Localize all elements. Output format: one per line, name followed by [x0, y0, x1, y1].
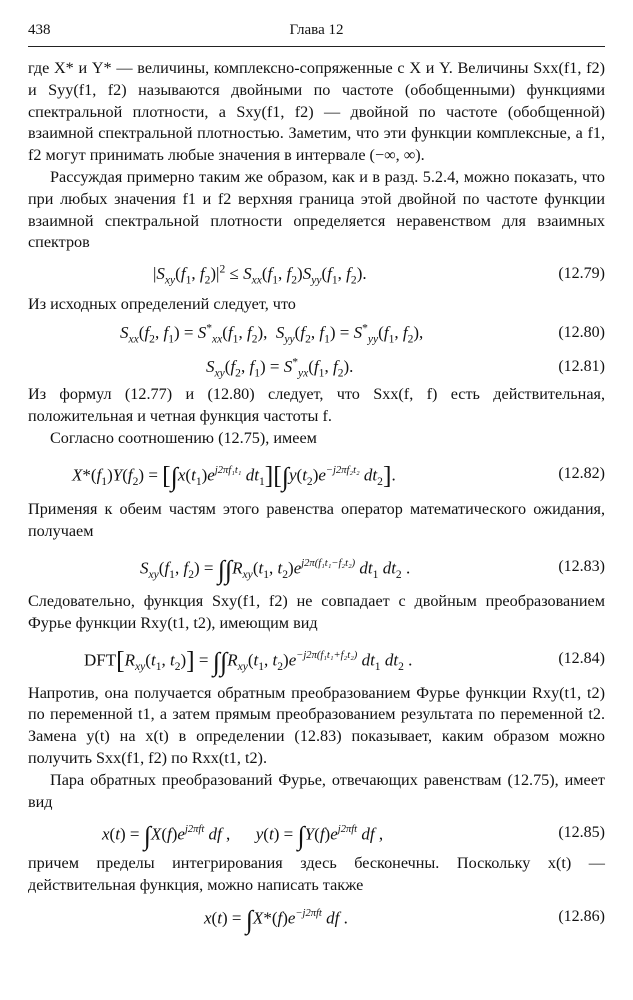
equation-formula: $|S_{xy}(f_1$, $f_2)|^2 \le S_{xx}(f_1$, $f_2)S_{yy}(f_1$, $f_2$).: [153, 262, 367, 287]
equation-12-86: [28, 897, 605, 937]
equation-12-80: [28, 316, 605, 350]
equation-number: (12.86): [558, 908, 605, 926]
equation-12-83: [28, 543, 605, 591]
paragraph-8: Напротив, она получается обратным преобразованием Фурье функции Rxy(t1, t2) по переменной t1, а затем прямым преобразованием результата по переменной t2. Замена y(t) на x(t) в определении (12.83) показывает, каким образом можно получить Sxx(f1, f2) по Rxx(t1, t2).: [28, 683, 605, 767]
equation-formula: $DFT[R_{xy}(t_1$, $t_2)] = \int\int R_{xy}(t_1$, $t_2)e^{-j2\pi(f_1t_1+f_2t_2)}$ $dt_1$ $dt_2$ .: [84, 645, 413, 676]
page-number: 438: [28, 22, 51, 38]
paragraph-4: Из формул (12.77) и (12.80) следует, что Sxx(f, f) есть действительная, положительная и четная функция частоты f.: [28, 384, 605, 425]
equation-12-81: [28, 350, 605, 384]
equation-number: (12.82): [558, 465, 605, 483]
equation-12-82: [28, 449, 605, 499]
equation-number: (12.81): [558, 358, 605, 376]
paragraph-6: Применяя к обеим частям этого равенства оператор математического ожидания, получаем: [28, 500, 605, 541]
equation-formula: $X*(f_1)Y(f_2) = [\int x(t_1)e^{j2\pi f_1t_1}$ $dt_1][\int y(t_2)e^{-j2\pi f_2t_2}$ $dt_2$].: [72, 461, 396, 492]
equation-formula: $S_{xx}(f_2$, $f_1) = S^*_{xx}(f_1$, $f_2$), $S_{yy}(f_2$, $f_1) = S^*_{yy}(f_1$, $f_2$),: [120, 321, 424, 346]
equation-number: (12.79): [558, 265, 605, 283]
equation-12-84: [28, 635, 605, 683]
paragraph-9: Пара обратных преобразований Фурье, отвечающих равенствам (12.75), имеет вид: [28, 770, 605, 811]
header-rule: [28, 46, 605, 47]
chapter-title: Глава 12: [289, 22, 344, 38]
equation-12-85: [28, 813, 605, 853]
equation-formula: $x(t) = \int X*(f)e^{-j2\pi ft}$ df .: [204, 905, 348, 935]
equation-formula: $x(t) = \int X(f)e^{j2\pi ft}$ df , $y(t) = \int Y(f)e^{j2\pi ft}$ df ,: [102, 821, 384, 851]
paragraph-7: Следовательно, функция Sxy(f1, f2) не совпадает с двойным преобразованием Фурье функции Rxy(t1, t2), имеющим вид: [28, 591, 605, 632]
equation-number: (12.80): [558, 324, 605, 342]
equation-number: (12.84): [558, 649, 605, 667]
page-body: [28, 58, 605, 937]
paragraph-5: Согласно соотношению (12.75), имеем: [50, 428, 317, 447]
equation-formula: $S_{xy}(f_1$, $f_2) = \int\int R_{xy}(t_1$, $t_2)e^{j2\pi(f_1t_1-f_2t_2)}$ $dt_1$ $dt_2$ .: [140, 555, 411, 585]
paragraph-1: где X* и Y* — величины, комплексно-сопряженные с X и Y. Величины Sxx(f1, f2) и Syy(f1, f2) называются двойными по частоте (обобщенными) функциями спектральной плотности, а Sxy(f1, f2) — двойной по частоте (обобщенной) взаимной спектральной плотностью. Заметим, что эти функции комплексные, а f1, f2 могут принимать любые значения в интервале (−∞, ∞).: [28, 59, 605, 165]
equation-formula: $S_{xy}(f_2$, $f_1) = S^*_{yx}(f_1$, $f_2$).: [206, 355, 354, 380]
equation-number: (12.85): [558, 824, 605, 842]
equation-12-79: [28, 254, 605, 294]
paragraph-3: Из исходных определений следует, что: [28, 295, 296, 314]
paragraph-2: Рассуждая примерно таким же образом, как и в разд. 5.2.4, можно показать, что при любых значения f1 и f2 верхняя граница этой двойной по частоте функции взаимной спектральной плотности определяется неравенством для взаимных спектров: [28, 167, 605, 252]
paragraph-10: причем пределы интегрирования здесь бесконечны. Поскольку x(t) — действительная функция, можно написать также: [28, 854, 605, 895]
running-header: [28, 22, 605, 42]
equation-number: (12.83): [558, 558, 605, 576]
